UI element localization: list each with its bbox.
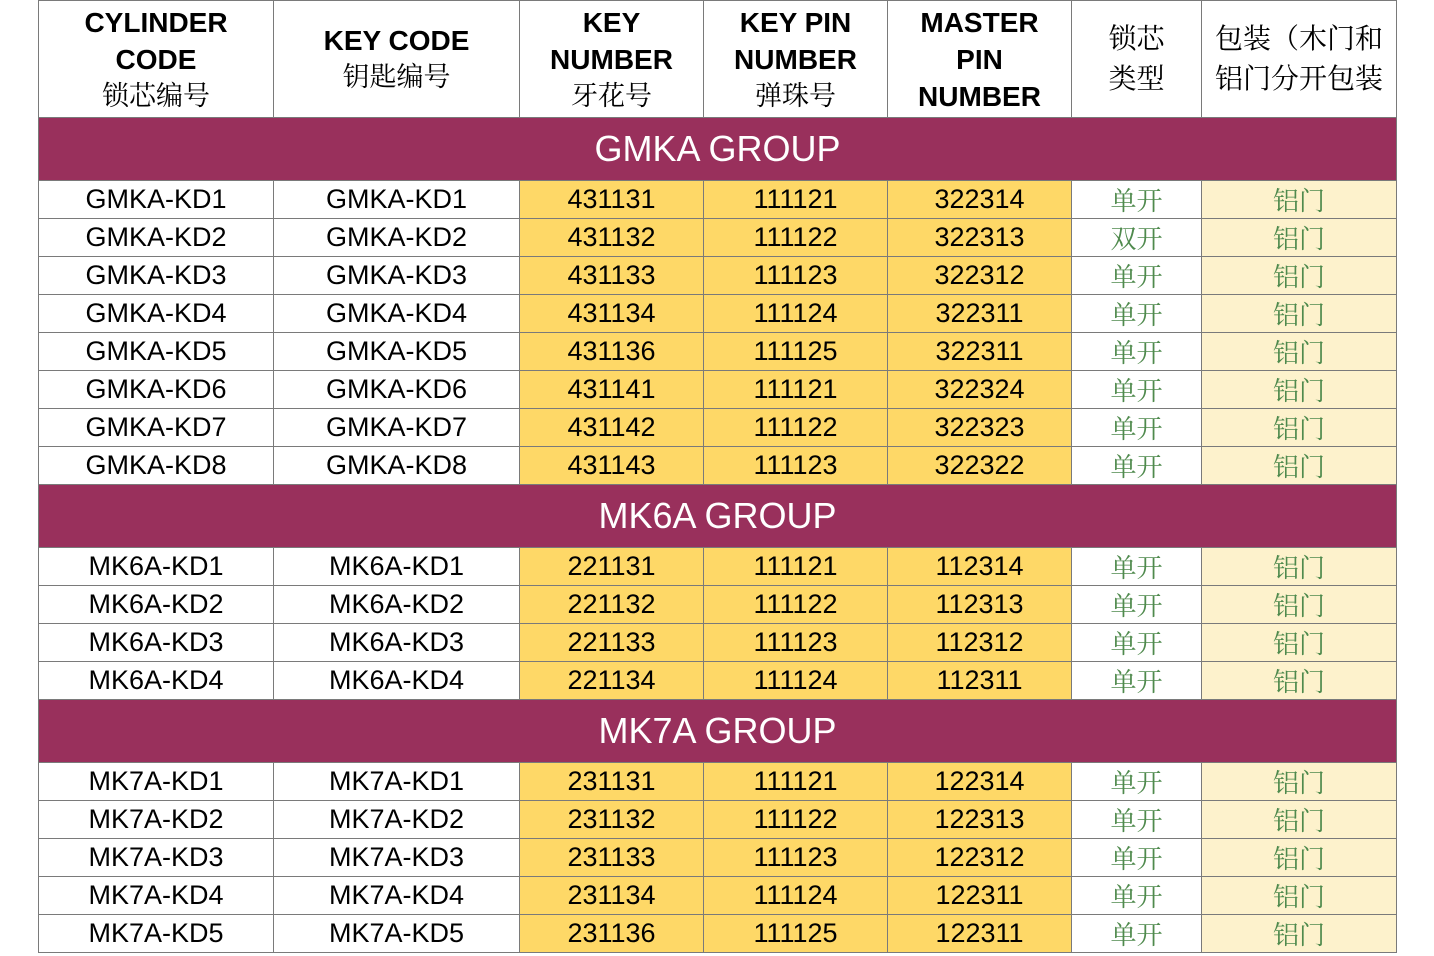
cylinder-code-cell: GMKA-KD6 <box>39 371 274 409</box>
key-number-cell: 231136 <box>520 915 704 953</box>
master-pin-number-cell: 322311 <box>888 295 1072 333</box>
key-number-cell: 231131 <box>520 763 704 801</box>
header-packaging: 包装（木门和 铝门分开包装 <box>1202 1 1397 118</box>
key-pin-number-cell: 111124 <box>704 295 888 333</box>
packaging-cell: 铝门 <box>1202 763 1397 801</box>
packaging-cell: 铝门 <box>1202 295 1397 333</box>
cylinder-code-cell: GMKA-KD5 <box>39 333 274 371</box>
master-pin-number-cell: 322312 <box>888 257 1072 295</box>
cylinder-code-cell: GMKA-KD7 <box>39 409 274 447</box>
key-pin-number-cell: 111123 <box>704 447 888 485</box>
group-band-row <box>39 118 1397 181</box>
table-row <box>39 371 1397 409</box>
key-pin-number-cell: 111121 <box>704 548 888 586</box>
group-title: GMKA GROUP <box>39 118 1397 181</box>
key-number-cell: 231133 <box>520 839 704 877</box>
master-pin-number-cell: 122312 <box>888 839 1072 877</box>
key-number-cell: 231132 <box>520 801 704 839</box>
packaging-cell: 铝门 <box>1202 877 1397 915</box>
master-pin-number-cell: 122314 <box>888 763 1072 801</box>
master-pin-number-cell: 322314 <box>888 181 1072 219</box>
cylinder-code-cell: MK6A-KD1 <box>39 548 274 586</box>
cylinder-code-cell: MK6A-KD4 <box>39 662 274 700</box>
master-pin-number-cell: 122311 <box>888 915 1072 953</box>
key-code-cell: MK7A-KD4 <box>274 877 520 915</box>
packaging-cell: 铝门 <box>1202 915 1397 953</box>
key-code-cell: MK6A-KD4 <box>274 662 520 700</box>
table-row <box>39 839 1397 877</box>
table-row <box>39 877 1397 915</box>
key-number-cell: 431136 <box>520 333 704 371</box>
cylinder-type-cell: 单开 <box>1072 915 1202 953</box>
key-number-cell: 221134 <box>520 662 704 700</box>
packaging-cell: 铝门 <box>1202 548 1397 586</box>
packaging-cell: 铝门 <box>1202 257 1397 295</box>
key-code-cell: GMKA-KD6 <box>274 371 520 409</box>
table-row <box>39 219 1397 257</box>
key-number-cell: 431141 <box>520 371 704 409</box>
cylinder-code-cell: MK7A-KD5 <box>39 915 274 953</box>
key-pin-number-cell: 111121 <box>704 181 888 219</box>
group-title: MK6A GROUP <box>39 485 1397 548</box>
master-pin-number-cell: 112313 <box>888 586 1072 624</box>
master-pin-number-cell: 122311 <box>888 877 1072 915</box>
packaging-cell: 铝门 <box>1202 447 1397 485</box>
master-pin-number-cell: 112311 <box>888 662 1072 700</box>
key-code-cell: GMKA-KD5 <box>274 333 520 371</box>
header-cylinder-code: CYLINDER CODE 锁芯编号 <box>39 1 274 118</box>
key-number-cell: 431143 <box>520 447 704 485</box>
key-code-cell: GMKA-KD2 <box>274 219 520 257</box>
key-pin-number-cell: 111122 <box>704 586 888 624</box>
key-pin-number-cell: 111121 <box>704 763 888 801</box>
key-number-cell: 431134 <box>520 295 704 333</box>
header-key-code: KEY CODE 钥匙编号 <box>274 1 520 118</box>
packaging-cell: 铝门 <box>1202 333 1397 371</box>
key-pin-number-cell: 111124 <box>704 662 888 700</box>
key-code-cell: MK6A-KD1 <box>274 548 520 586</box>
packaging-cell: 铝门 <box>1202 219 1397 257</box>
cylinder-type-cell: 单开 <box>1072 257 1202 295</box>
key-pin-number-cell: 111125 <box>704 333 888 371</box>
master-pin-number-cell: 322311 <box>888 333 1072 371</box>
key-number-cell: 431132 <box>520 219 704 257</box>
master-pin-number-cell: 122313 <box>888 801 1072 839</box>
cylinder-type-cell: 单开 <box>1072 181 1202 219</box>
key-code-cell: MK7A-KD2 <box>274 801 520 839</box>
master-pin-number-cell: 112312 <box>888 624 1072 662</box>
cylinder-code-cell: MK7A-KD1 <box>39 763 274 801</box>
cylinder-code-cell: MK6A-KD2 <box>39 586 274 624</box>
group-title: MK7A GROUP <box>39 700 1397 763</box>
table-row <box>39 447 1397 485</box>
table-row <box>39 295 1397 333</box>
table-row <box>39 181 1397 219</box>
group-band-row <box>39 700 1397 763</box>
key-number-cell: 431142 <box>520 409 704 447</box>
key-number-cell: 431131 <box>520 181 704 219</box>
master-pin-number-cell: 112314 <box>888 548 1072 586</box>
cylinder-key-table <box>38 0 1397 953</box>
key-code-cell: GMKA-KD8 <box>274 447 520 485</box>
cylinder-code-cell: GMKA-KD2 <box>39 219 274 257</box>
cylinder-type-cell: 单开 <box>1072 763 1202 801</box>
key-code-cell: MK7A-KD5 <box>274 915 520 953</box>
table-row <box>39 548 1397 586</box>
key-pin-number-cell: 111123 <box>704 257 888 295</box>
cylinder-code-cell: GMKA-KD4 <box>39 295 274 333</box>
cylinder-code-cell: GMKA-KD8 <box>39 447 274 485</box>
key-number-cell: 231134 <box>520 877 704 915</box>
master-pin-number-cell: 322324 <box>888 371 1072 409</box>
key-pin-number-cell: 111122 <box>704 219 888 257</box>
header-key-number: KEY NUMBER 牙花号 <box>520 1 704 118</box>
table-row <box>39 662 1397 700</box>
packaging-cell: 铝门 <box>1202 371 1397 409</box>
cylinder-type-cell: 单开 <box>1072 839 1202 877</box>
cylinder-type-cell: 双开 <box>1072 219 1202 257</box>
cylinder-type-cell: 单开 <box>1072 447 1202 485</box>
table-row <box>39 915 1397 953</box>
packaging-cell: 铝门 <box>1202 662 1397 700</box>
packaging-cell: 铝门 <box>1202 624 1397 662</box>
cylinder-type-cell: 单开 <box>1072 548 1202 586</box>
key-number-cell: 221133 <box>520 624 704 662</box>
cylinder-type-cell: 单开 <box>1072 586 1202 624</box>
key-code-cell: GMKA-KD1 <box>274 181 520 219</box>
cylinder-type-cell: 单开 <box>1072 333 1202 371</box>
packaging-cell: 铝门 <box>1202 409 1397 447</box>
key-code-cell: GMKA-KD7 <box>274 409 520 447</box>
group-band-row <box>39 485 1397 548</box>
cylinder-code-cell: GMKA-KD3 <box>39 257 274 295</box>
packaging-cell: 铝门 <box>1202 181 1397 219</box>
packaging-cell: 铝门 <box>1202 586 1397 624</box>
table-row <box>39 257 1397 295</box>
header-row <box>39 1 1397 118</box>
table-row <box>39 624 1397 662</box>
cylinder-code-cell: GMKA-KD1 <box>39 181 274 219</box>
master-pin-number-cell: 322313 <box>888 219 1072 257</box>
cylinder-type-cell: 单开 <box>1072 662 1202 700</box>
packaging-cell: 铝门 <box>1202 801 1397 839</box>
key-number-cell: 221131 <box>520 548 704 586</box>
key-code-cell: MK7A-KD3 <box>274 839 520 877</box>
header-master-pin-number: MASTER PIN NUMBER <box>888 1 1072 118</box>
cylinder-type-cell: 单开 <box>1072 877 1202 915</box>
key-code-cell: MK7A-KD1 <box>274 763 520 801</box>
cylinder-code-cell: MK7A-KD3 <box>39 839 274 877</box>
table-row <box>39 801 1397 839</box>
table-row <box>39 333 1397 371</box>
header-key-pin-number: KEY PIN NUMBER 弹珠号 <box>704 1 888 118</box>
cylinder-type-cell: 单开 <box>1072 371 1202 409</box>
key-pin-number-cell: 111123 <box>704 624 888 662</box>
cylinder-code-cell: MK7A-KD2 <box>39 801 274 839</box>
key-pin-number-cell: 111124 <box>704 877 888 915</box>
header-cylinder-type: 锁芯 类型 <box>1072 1 1202 118</box>
table-row <box>39 763 1397 801</box>
key-code-cell: GMKA-KD3 <box>274 257 520 295</box>
cylinder-code-cell: MK6A-KD3 <box>39 624 274 662</box>
key-number-cell: 431133 <box>520 257 704 295</box>
key-code-cell: MK6A-KD2 <box>274 586 520 624</box>
table-row <box>39 409 1397 447</box>
key-code-cell: GMKA-KD4 <box>274 295 520 333</box>
cylinder-code-cell: MK7A-KD4 <box>39 877 274 915</box>
table-row <box>39 586 1397 624</box>
key-pin-number-cell: 111121 <box>704 371 888 409</box>
key-pin-number-cell: 111122 <box>704 801 888 839</box>
key-pin-number-cell: 111125 <box>704 915 888 953</box>
cylinder-type-cell: 单开 <box>1072 409 1202 447</box>
cylinder-type-cell: 单开 <box>1072 801 1202 839</box>
key-pin-number-cell: 111123 <box>704 839 888 877</box>
cylinder-type-cell: 单开 <box>1072 295 1202 333</box>
cylinder-type-cell: 单开 <box>1072 624 1202 662</box>
key-pin-number-cell: 111122 <box>704 409 888 447</box>
master-pin-number-cell: 322323 <box>888 409 1072 447</box>
table-body <box>39 118 1397 953</box>
packaging-cell: 铝门 <box>1202 839 1397 877</box>
master-pin-number-cell: 322322 <box>888 447 1072 485</box>
key-number-cell: 221132 <box>520 586 704 624</box>
key-code-cell: MK6A-KD3 <box>274 624 520 662</box>
